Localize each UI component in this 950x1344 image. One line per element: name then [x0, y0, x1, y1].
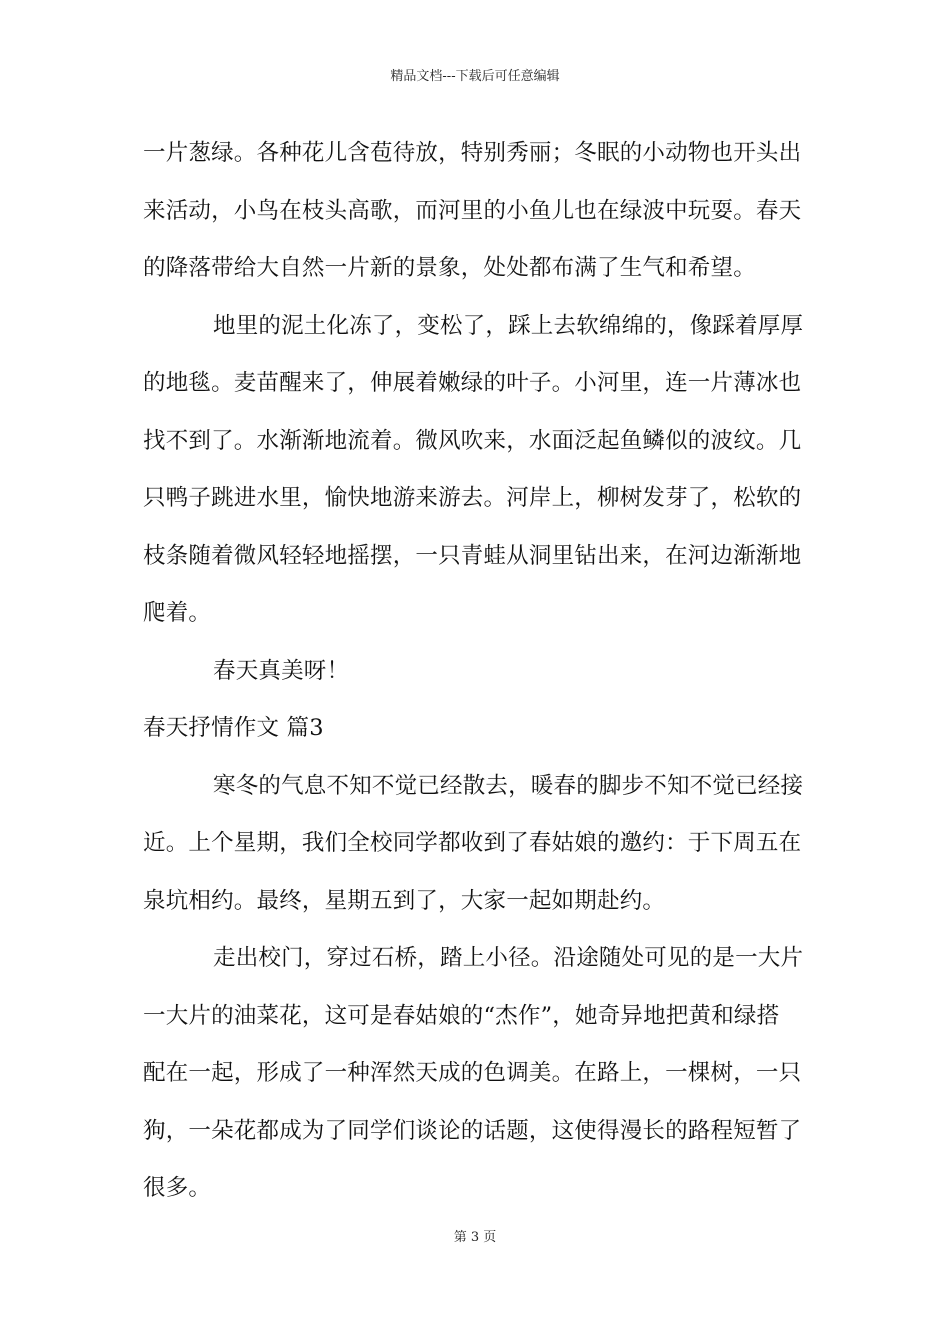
paragraph-line: 一片葱绿。各种花儿含苞待放，特别秀丽；冬眠的小动物也开头出: [143, 140, 802, 166]
paragraph-line: 枝条随着微风轻轻地摇摆，一只青蛙从洞里钻出来，在河边渐渐地: [143, 542, 802, 569]
paragraph-line: 配在一起，形成了一种浑然天成的色调美。在路上，一棵树，一只: [143, 1060, 802, 1086]
paragraph-line: 的地毯。麦苗醒来了，伸展着嫩绿的叶子。小河里，连一片薄冰也: [143, 370, 802, 396]
paragraph-line: 只鸭子跳进水里，愉快地游来游去。河岸上，柳树发芽了，松软的: [143, 485, 802, 511]
paragraph-line: 春天真美呀！: [213, 657, 350, 684]
paragraph-line: 走出校门，穿过石桥，踏上小径。沿途随处可见的是一大片: [213, 945, 804, 971]
paragraph-line: 寒冬的气息不知不觉已经散去，暖春的脚步不知不觉已经接: [213, 772, 804, 799]
paragraph-line: 近。上个星期，我们全校同学都收到了春姑娘的邀约：于下周五在: [143, 830, 802, 856]
paragraph-line: 找不到了。水渐渐地流着。微风吹来，水面泛起鱼鳞似的波纹。几: [143, 427, 802, 454]
paragraph-line: 狗，一朵花都成为了同学们谈论的话题，这使得漫长的路程短暂了: [143, 1117, 802, 1144]
paragraph-line: 的降落带给大自然一片新的景象，处处都布满了生气和希望。: [143, 255, 756, 281]
paragraph-line: 来活动，小鸟在枝头高歌，而河里的小鱼儿也在绿波中玩耍。春天: [143, 197, 802, 224]
paragraph-line: 地里的泥土化冻了，变松了，踩上去软绵绵的，像踩着厚厚: [213, 312, 804, 339]
paragraph-line: 爬着。: [143, 600, 212, 626]
document-body: [143, 125, 807, 1218]
page-number: 第 3 页: [453, 1230, 497, 1245]
page-header: 精品文档---下载后可任意编辑: [390, 69, 560, 84]
section-heading: 春天抒情作文 篇3: [143, 715, 324, 741]
paragraph-line: 很多。: [143, 1175, 212, 1201]
paragraph-line: 一大片的油菜花，这可是春姑娘的“杰作”，她奇异地把黄和绿搭: [143, 1002, 780, 1029]
paragraph-line: 泉坑相约。最终，星期五到了，大家一起如期赴约。: [143, 887, 666, 914]
